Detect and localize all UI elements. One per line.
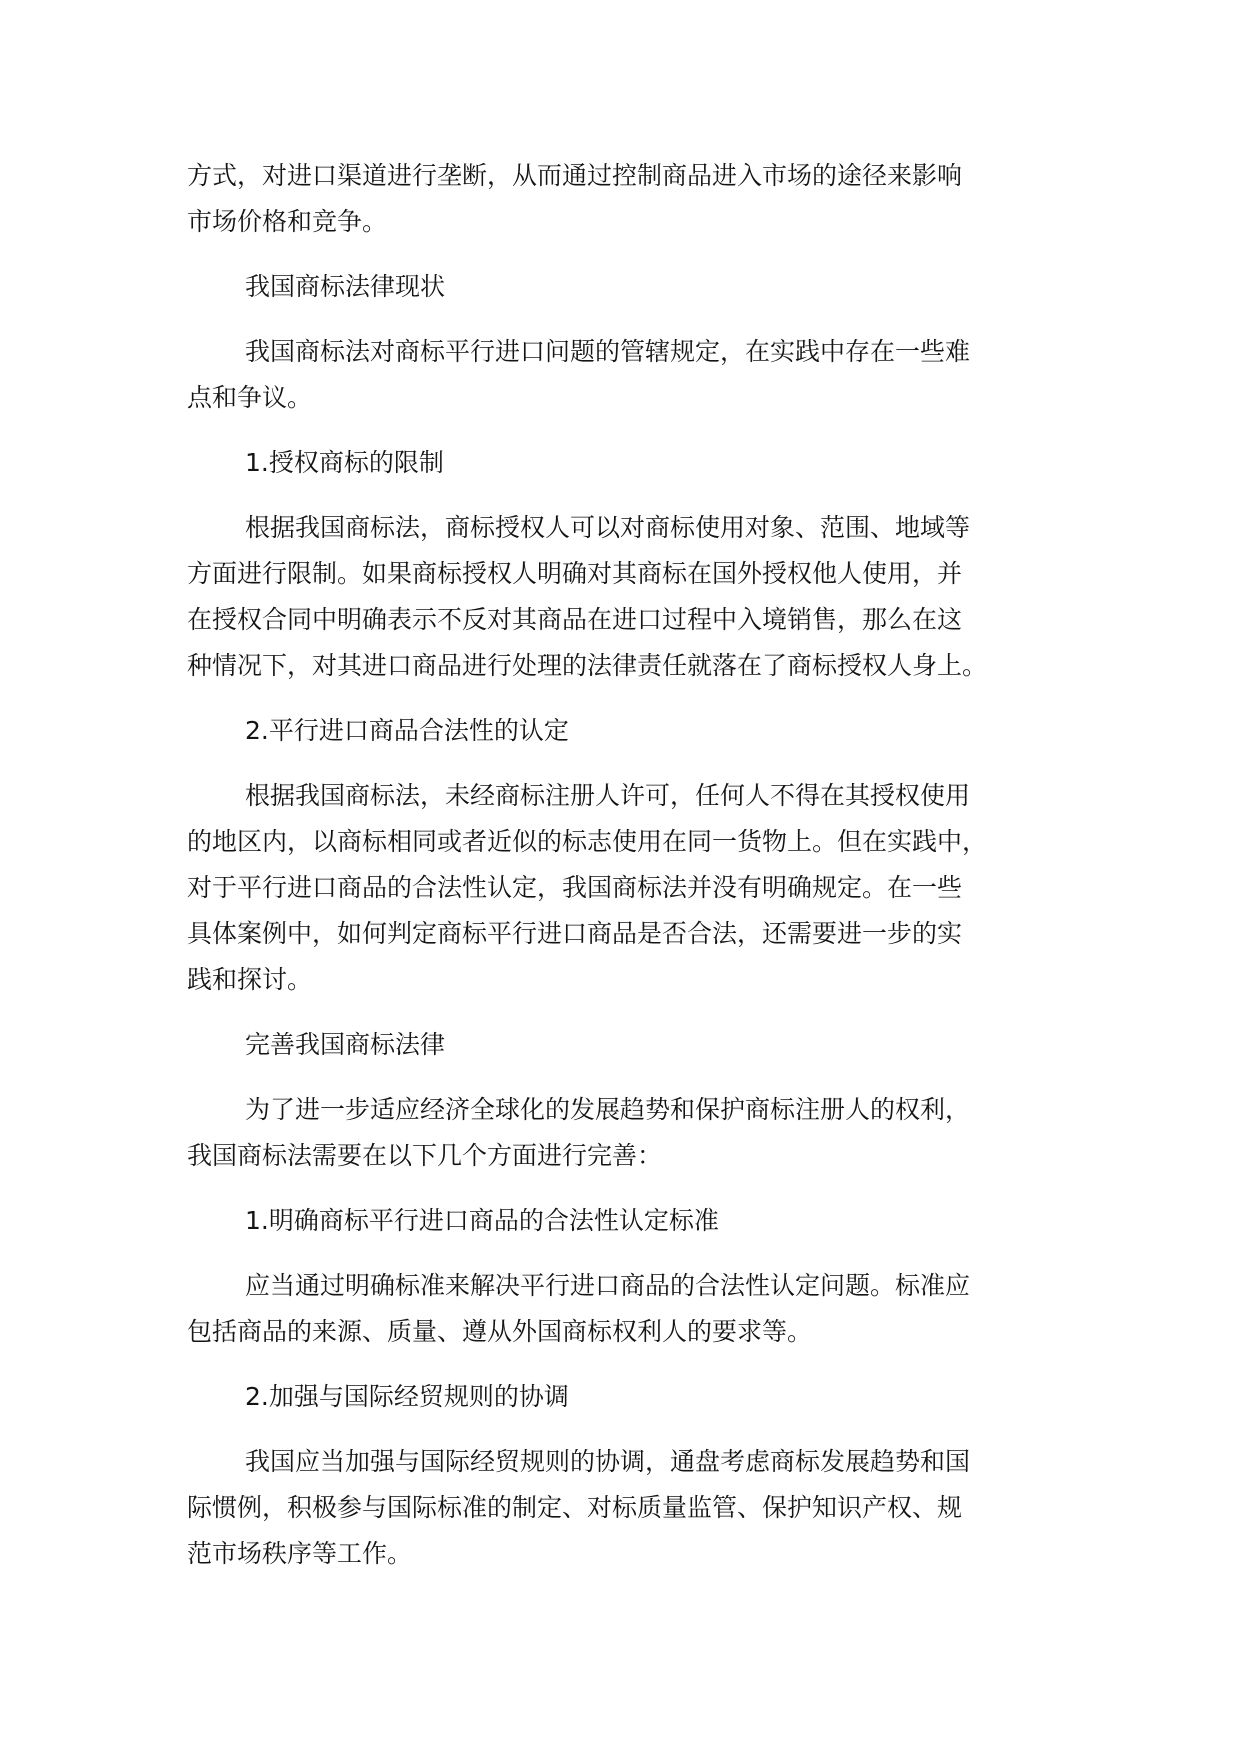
text-line: 根据我国商标法，商标授权人可以对商标使用对象、范围、地域等 bbox=[245, 513, 971, 542]
text-line: 对于平行进口商品的合法性认定，我国商标法并没有明确规定。在一些 bbox=[187, 873, 963, 902]
paragraph bbox=[187, 1439, 1087, 1577]
section-heading-trademark-law-status bbox=[187, 264, 1087, 310]
text-line: 方面进行限制。如果商标授权人明确对其商标在国外授权他人使用，并 bbox=[187, 559, 963, 588]
text-line: 的地区内，以商标相同或者近似的标志使用在同一货物上。但在实践中， bbox=[187, 827, 988, 856]
text-line: 范市场秩序等工作。 bbox=[187, 1539, 413, 1568]
text-line: 具体案例中，如何判定商标平行进口商品是否合法，还需要进一步的实 bbox=[187, 919, 963, 948]
paragraph bbox=[187, 1087, 1087, 1179]
section-heading-improve-trademark-law bbox=[187, 1022, 1087, 1068]
text-line: 市场价格和竞争。 bbox=[187, 207, 388, 236]
paragraph bbox=[187, 773, 1087, 1003]
heading-text: 1.明确商标平行进口商品的合法性认定标准 bbox=[245, 1206, 719, 1235]
heading-text: 1.授权商标的限制 bbox=[245, 448, 444, 477]
text-line: 方式，对进口渠道进行垄断，从而通过控制商品进入市场的途径来影响 bbox=[187, 161, 963, 190]
subheading-international-trade-rules bbox=[187, 1374, 1087, 1420]
subheading-parallel-import-legality bbox=[187, 708, 1087, 754]
paragraph-continuation bbox=[187, 153, 1087, 245]
text-line: 我国应当加强与国际经贸规则的协调，通盘考虑商标发展趋势和国 bbox=[245, 1447, 971, 1476]
text-line: 包括商品的来源、质量、遵从外国商标权利人的要求等。 bbox=[187, 1317, 813, 1346]
text-line: 我国商标法需要在以下几个方面进行完善： bbox=[187, 1141, 663, 1170]
heading-text: 我国商标法律现状 bbox=[245, 272, 446, 301]
subheading-authorized-trademark-restriction bbox=[187, 440, 1087, 486]
paragraph bbox=[187, 505, 1087, 689]
text-line: 点和争议。 bbox=[187, 383, 313, 412]
heading-text: 2.平行进口商品合法性的认定 bbox=[245, 716, 569, 745]
text-line: 根据我国商标法，未经商标注册人许可，任何人不得在其授权使用 bbox=[245, 781, 971, 810]
paragraph bbox=[187, 1263, 1087, 1355]
heading-text: 2.加强与国际经贸规则的协调 bbox=[245, 1382, 569, 1411]
document-body bbox=[187, 153, 1087, 1596]
text-line: 应当通过明确标准来解决平行进口商品的合法性认定问题。标准应 bbox=[245, 1271, 971, 1300]
text-line: 为了进一步适应经济全球化的发展趋势和保护商标注册人的权利， bbox=[245, 1095, 971, 1124]
text-line: 种情况下，对其进口商品进行处理的法律责任就落在了商标授权人身上。 bbox=[187, 651, 988, 680]
text-line: 在授权合同中明确表示不反对其商品在进口过程中入境销售，那么在这 bbox=[187, 605, 963, 634]
subheading-legality-standard bbox=[187, 1198, 1087, 1244]
paragraph bbox=[187, 329, 1087, 421]
text-line: 践和探讨。 bbox=[187, 965, 313, 994]
text-line: 我国商标法对商标平行进口问题的管辖规定，在实践中存在一些难 bbox=[245, 337, 971, 366]
heading-text: 完善我国商标法律 bbox=[245, 1030, 446, 1059]
text-line: 际惯例，积极参与国际标准的制定、对标质量监管、保护知识产权、规 bbox=[187, 1493, 963, 1522]
